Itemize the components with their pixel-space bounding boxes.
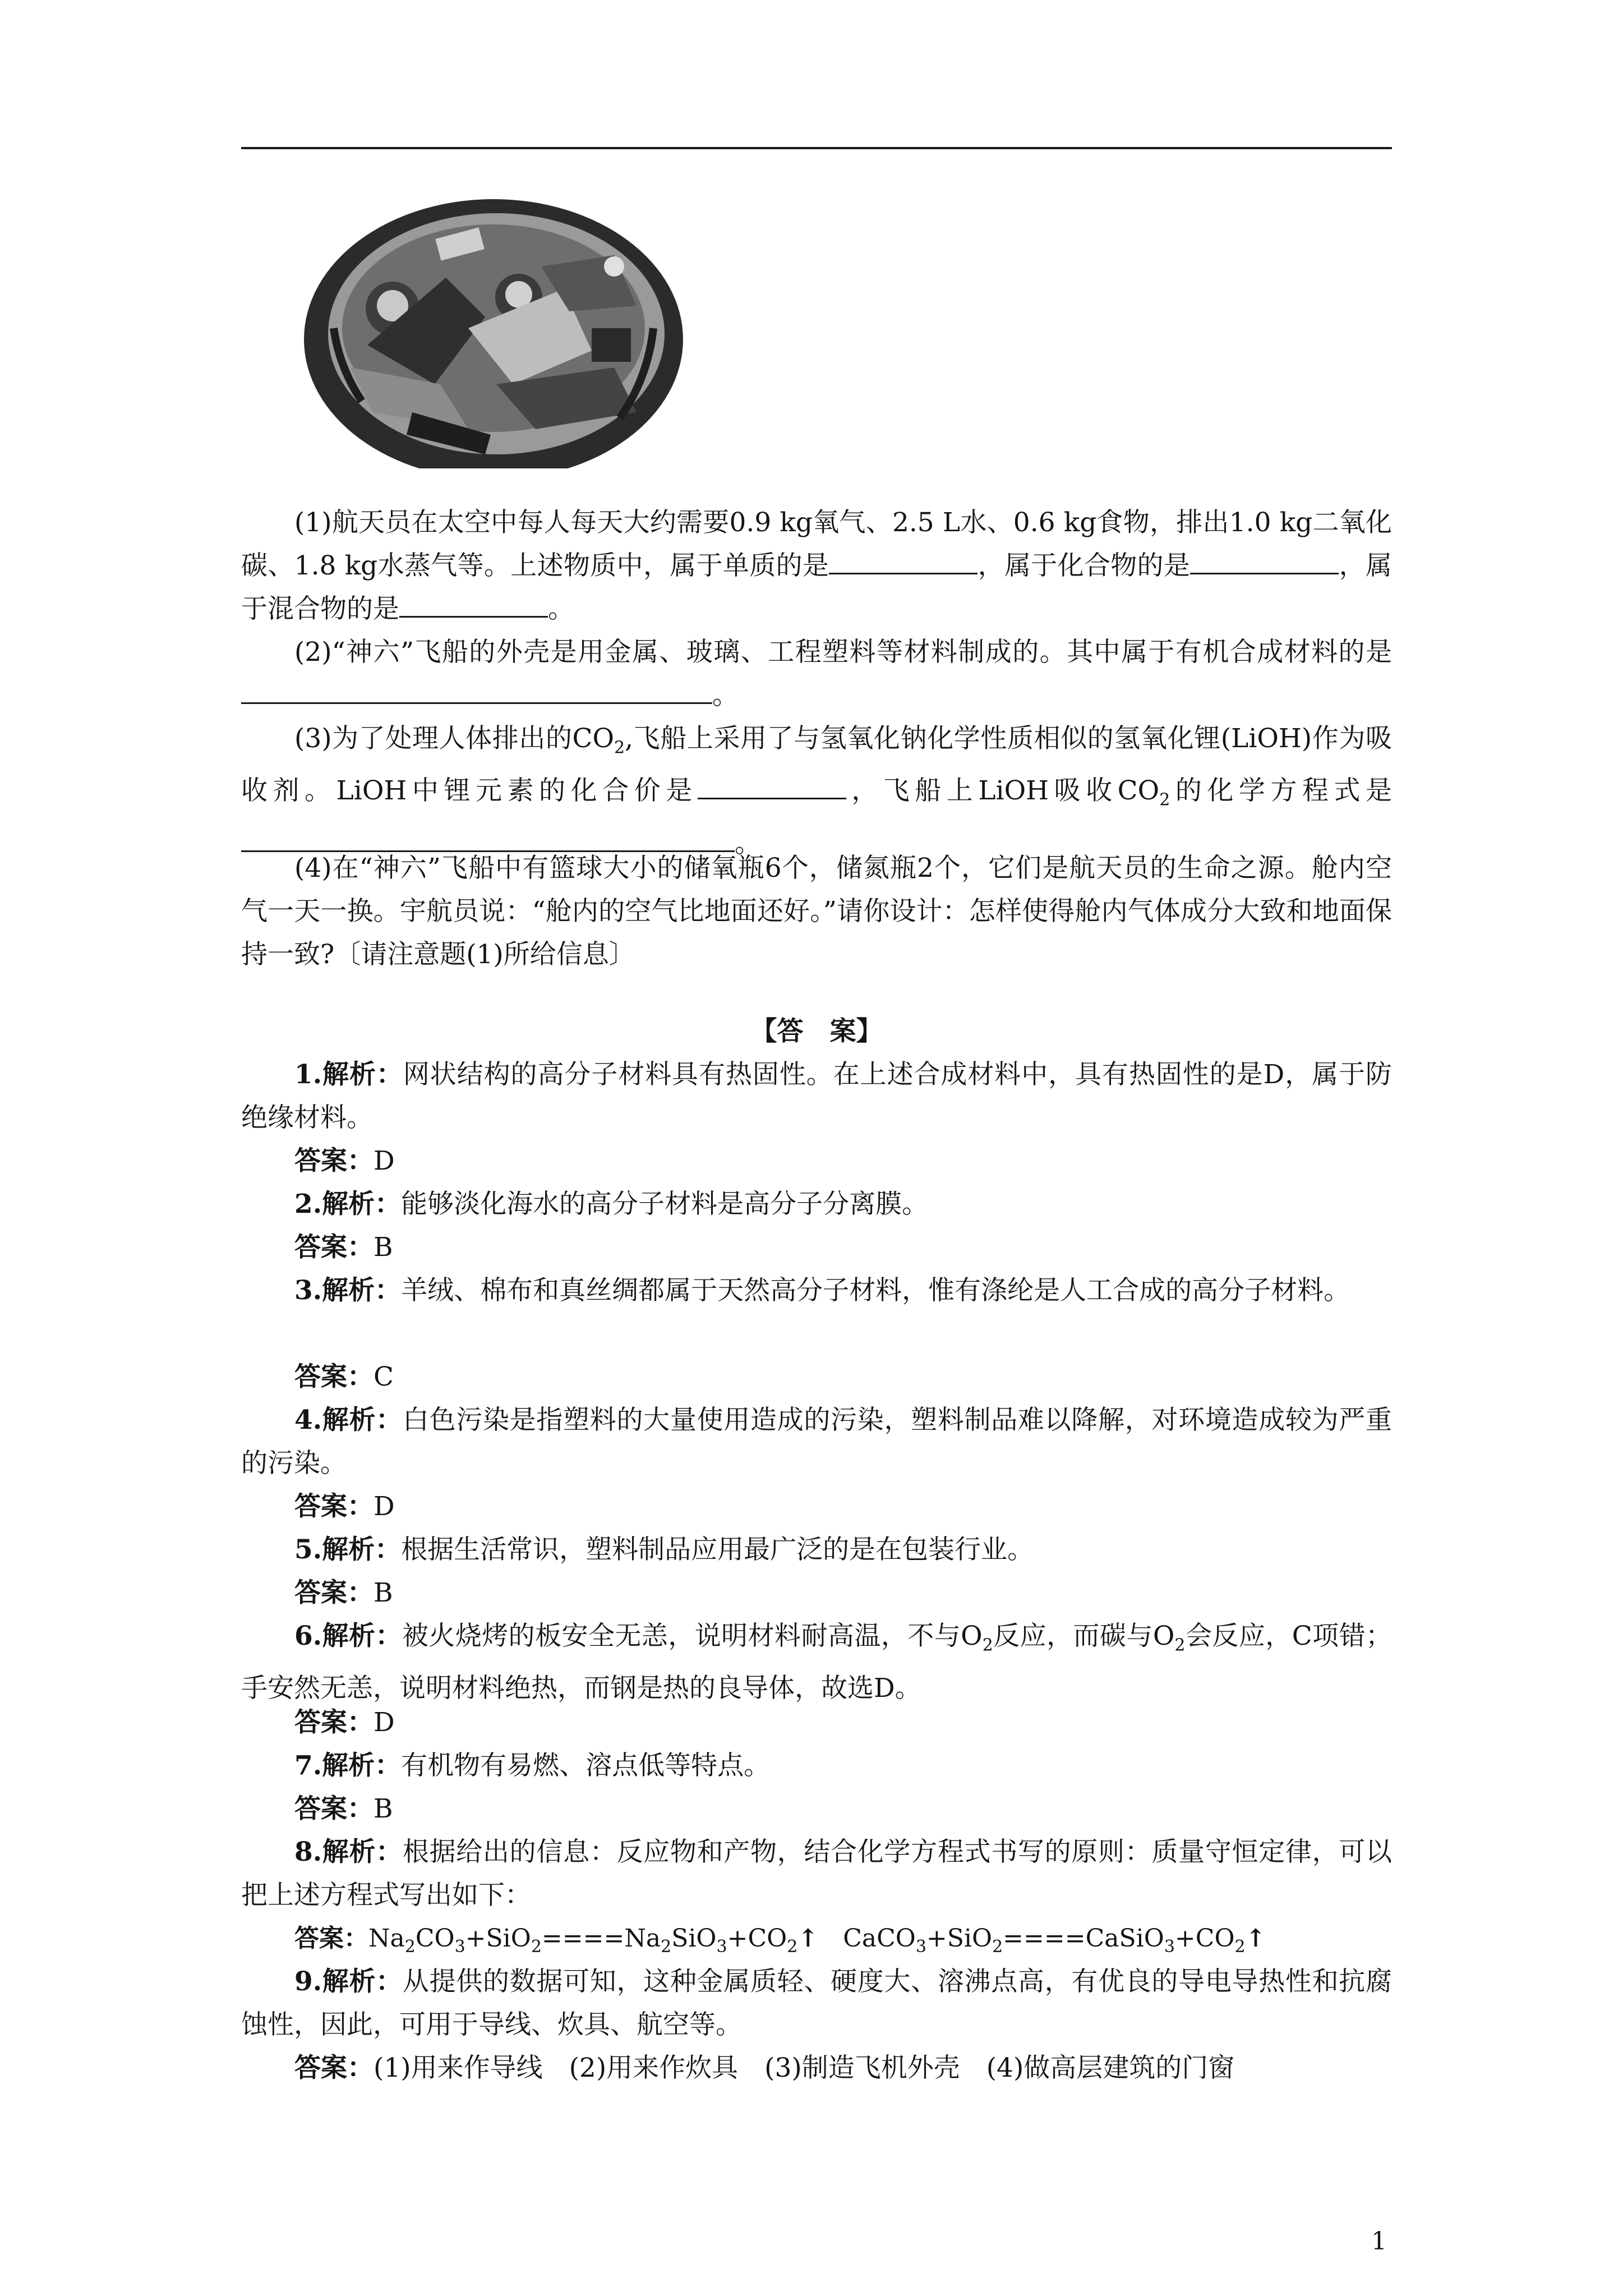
equation-1: $Na_2CO_3+SiO_2====Na_2SiO_3+CO_2↑$ (368, 1924, 819, 1957)
answer-item-8: 8.解析：根据给出的信息：反应物和产物，结合化学方程式书写的原则：质量守恒定律，可以把上述方程式写出如下： (241, 1837, 1393, 1911)
answer-item-1: 1.解析：网状结构的高分子材料具有热固性。在上述合成材料中，具有热固性的是D，属于防绝缘材料。 (241, 1059, 1393, 1133)
question-1: (1)航天员在太空中每人每天大约需要0.9 kg氧气、2.5 L水、0.6 kg食物，排出1.0 kg二氧化碳、1.8 kg水蒸气等。上述物质中，属于单质的是 ，属于化合物的是 ，属于混合物的是 。 (241, 507, 1392, 624)
answer-item-3: 3.解析：羊绒、棉布和真丝绸都属于天然高分子材料，惟有涤纶是人工合成的高分子材料。 (294, 1275, 1350, 1306)
answer-result-7: 答案：B (294, 1793, 393, 1824)
blank-organic-materials[interactable] (241, 678, 712, 704)
answer-title: 【答 案】 (750, 1016, 883, 1047)
answer-result-9: 答案：(1)用来作导线 (2)用来作炊具 (3)制造飞机外壳 (4)做高层建筑的门窗 (294, 2053, 1235, 2083)
answer-item-2: 2.解析：能够淡化海水的高分子材料是高分子分离膜。 (294, 1189, 929, 1220)
answer-item-6: 6.解析：被火烧烤的板安全无恙，说明材料耐高温，不与$O_2$反应，而碳与$O_2$会反应，C项错；手安然无恙，说明材料绝热，而钢是热的良导体，故选D。 (241, 1621, 1393, 1704)
blank-mixtures[interactable] (399, 591, 548, 618)
blank-valence[interactable] (698, 773, 846, 799)
page-number: 1 (1371, 2227, 1387, 2256)
answer-result-1: 答案：D (294, 1145, 395, 1176)
spacecraft-cabin-photo (300, 199, 687, 468)
question-1-text: (1)航天员在太空中每人每天大约需要0.9 kg氧气、2.5 L水、0.6 kg食物，排出1.0 kg二氧化碳、1.8 kg水蒸气等。上述物质中，属于单质的是 (241, 507, 1392, 581)
answer-result-4: 答案：D (294, 1491, 395, 1522)
blank-elements[interactable] (829, 548, 978, 574)
question-4: (4)在“神六”飞船中有篮球大小的储氧瓶6个，储氮瓶2个，它们是航天员的生命之源。舱内空气一天一换。宇航员说：“舱内的空气比地面还好。”请你设计：怎样使得舱内气体成分大致和地面保持一致?〔请注意题(1)所给信息〕 (241, 853, 1392, 970)
answer-item-5: 5.解析：根据生活常识，塑料制品应用最广泛的是在包装行业。 (294, 1534, 1034, 1565)
answer-result-8: 答案：$Na_2CO_3+SiO_2====Na_2SiO_3+CO_2↑$ $CaCO_3+SiO_2====CaSiO_3+CO_2↑$ (294, 1924, 1266, 1957)
answer-result-3: 答案：C (294, 1361, 394, 1392)
header-rule (241, 147, 1392, 149)
answer-item-9: 9.解析：从提供的数据可知，这种金属质轻、硬度大、溶沸点高，有优良的导电导热性和抗腐蚀性，因此，可用于导线、炊具、航空等。 (241, 1966, 1393, 2040)
question-3: (3)为了处理人体排出的$CO_2$,飞船上采用了与氢氧化钠化学性质相似的氢氧化锂(LiOH)作为吸收剂。LiOH中锂元素的化合价是 ，飞船上LiOH吸收$CO_2$的化学方程式是。 (241, 723, 1392, 859)
equation-2: $CaCO_3+SiO_2====CaSiO_3+CO_2↑$ (843, 1924, 1266, 1957)
answer-result-2: 答案：B (294, 1232, 393, 1263)
answer-result-6: 答案：D (294, 1707, 395, 1738)
answer-result-5: 答案：B (294, 1577, 393, 1608)
question-2: (2)“神六”飞船的外壳是用金属、玻璃、工程塑料等材料制成的。其中属于有机合成材料的是。 (241, 631, 1392, 717)
answer-item-7: 7.解析：有机物有易燃、溶点低等特点。 (294, 1750, 771, 1781)
answer-item-4: 4.解析：白色污染是指塑料的大量使用造成的污染，塑料制品难以降解，对环境造成较为严重的污染。 (241, 1405, 1393, 1479)
blank-compounds[interactable] (1190, 548, 1339, 574)
